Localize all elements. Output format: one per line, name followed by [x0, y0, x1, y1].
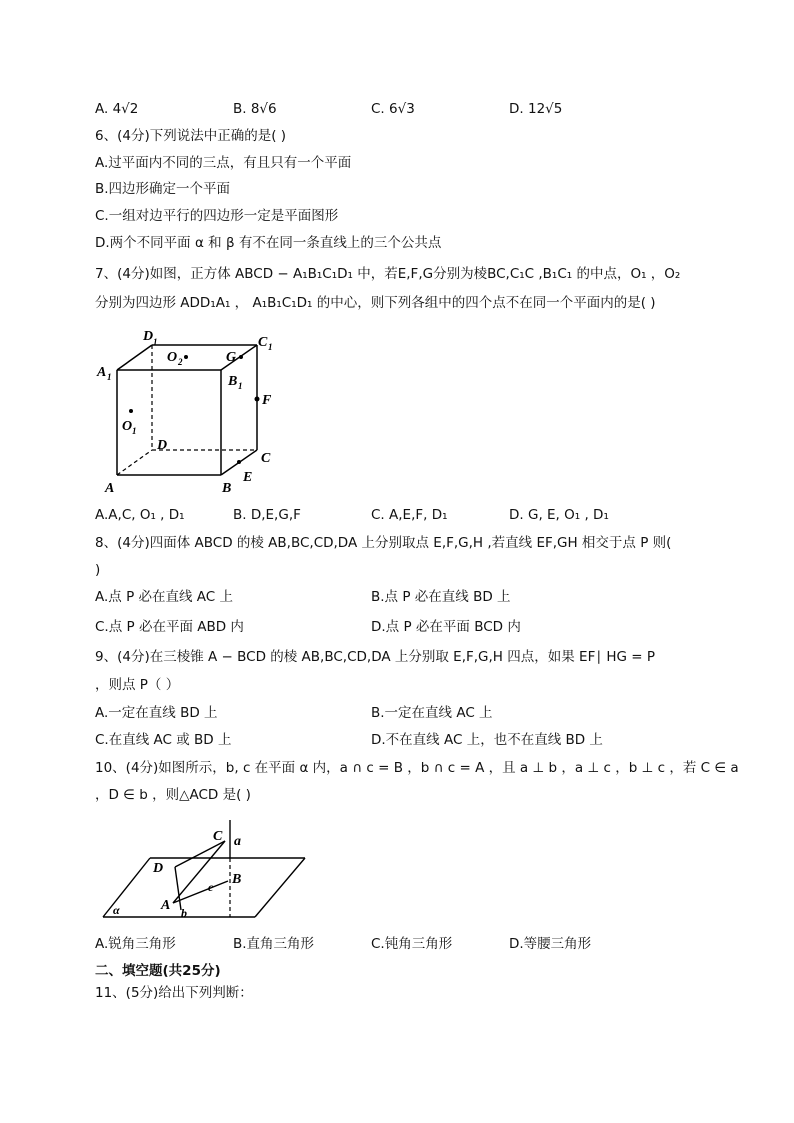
q8-option-a: A.点 P 必在直线 AC 上 [95, 589, 234, 605]
label-b: B [222, 481, 232, 496]
q10-option-b: B.直角三角形 [233, 936, 315, 952]
label-plane-alpha: α [113, 903, 120, 917]
label-line-a: a [234, 834, 241, 849]
q10-stem-line1: 10、(4分)如图所示，b, c 在平面 α 内，a ∩ c = B ，b ∩ c = A ，且 a ⊥ b ，a ⊥ c ，b ⊥ c ，若 C ∈ a [95, 760, 739, 776]
q5-option-d: D. 12√5 [509, 101, 563, 117]
label-point-b: B [232, 872, 242, 887]
label-b1: B [228, 374, 238, 389]
q10-option-d: D.等腰三角形 [509, 936, 592, 952]
q10-option-c: C.钝角三角形 [371, 936, 453, 952]
q9-option-a: A.一定在直线 BD 上 [95, 705, 218, 721]
q7-option-c: C. A,E,F, D₁ [371, 507, 448, 523]
label-e: E [243, 470, 253, 485]
label-a: A [105, 481, 115, 496]
q9-option-c: C.在直线 AC 或 BD 上 [95, 732, 232, 748]
point-o2 [184, 355, 188, 359]
label-line-b: b [181, 906, 187, 920]
label-d: D [157, 438, 168, 453]
label-o1-sub: 1 [132, 426, 137, 436]
q8-option-b: B.点 P 必在直线 BD 上 [371, 589, 511, 605]
q7-option-b: B. D,E,G,F [233, 507, 301, 523]
q6-option-d: D.两个不同平面 α 和 β 有不在同一条直线上的三个公共点 [95, 235, 442, 251]
q7-stem-line2: 分别为四边形 ADD₁A₁ ， A₁B₁C₁D₁ 的中心，则下列各组中的四个点不在同一个平面内的是( ) [95, 295, 656, 311]
q5-option-b: B. 8√6 [233, 101, 277, 117]
section-2-title: 二、填空题(共25分) [95, 963, 221, 979]
label-a1: A [97, 365, 107, 380]
q8-option-d: D.点 P 必在平面 BCD 内 [371, 619, 521, 635]
label-d1: D [143, 329, 154, 344]
q5-option-c: C. 6√3 [371, 101, 415, 117]
q9-stem-line2: ，则点 P（ ） [95, 677, 180, 693]
q7-option-d: D. G, E, O₁ , D₁ [509, 507, 609, 523]
q6-option-b: B.四边形确定一个平面 [95, 181, 231, 197]
label-b1-sub: 1 [238, 381, 243, 391]
q11-stem: 11、(5分)给出下列判断： [95, 985, 253, 1001]
label-a1-sub: 1 [107, 372, 112, 382]
q9-option-d: D.不在直线 AC 上，也不在直线 BD 上 [371, 732, 603, 748]
q10-option-a: A.锐角三角形 [95, 936, 176, 952]
q9-stem-line1: 9、(4分)在三棱锥 A − BCD 的棱 AB,BC,CD,DA 上分别取 E,F,G,H 四点，如果 EF∣ HG = P [95, 649, 656, 665]
q8-stem-line1: 8、(4分)四面体 ABCD 的棱 AB,BC,CD,DA 上分别取点 E,F,G,H ,若直线 EF,GH 相交于点 P 则( [95, 535, 672, 551]
q6-stem: 6、(4分)下列说法中正确的是( ) [95, 128, 287, 144]
point-e [237, 460, 241, 464]
q5-option-a: A. 4√2 [95, 101, 139, 117]
label-d1-sub: 1 [153, 337, 158, 347]
label-point-a: A [161, 898, 171, 913]
label-c1-sub: 1 [268, 342, 273, 352]
q9-option-b: B.一定在直线 AC 上 [371, 705, 493, 721]
q10-stem-line2: ，D ∈ b ，则△ACD 是( ) [95, 787, 251, 803]
label-c1: C [258, 335, 268, 350]
cube-figure [95, 325, 285, 497]
label-point-d: D [153, 861, 164, 876]
q7-stem-line1: 7、(4分)如图，正方体 ABCD − A₁B₁C₁D₁ 中，若E,F,G分别为棱BC,C₁C ,B₁C₁ 的中点，O₁ ，O₂ [95, 266, 681, 282]
label-o1: O [122, 419, 133, 434]
label-f: F [262, 393, 272, 408]
label-point-c: C [213, 829, 223, 844]
q8-option-c: C.点 P 必在平面 ABD 内 [95, 619, 244, 635]
label-o2-sub: 2 [178, 357, 183, 367]
label-g: G [226, 350, 237, 365]
label-o2: O [167, 350, 178, 365]
q6-option-a: A.过平面内不同的三点，有且只有一个平面 [95, 155, 352, 171]
point-g [239, 355, 243, 359]
q7-option-a: A.A,C, O₁ , D₁ [95, 507, 185, 523]
label-c: C [261, 451, 271, 466]
point-o1 [129, 409, 133, 413]
point-f [255, 397, 260, 402]
label-line-c: c [208, 880, 214, 894]
plane-figure [95, 815, 315, 925]
q6-option-c: C.一组对边平行的四边形一定是平面图形 [95, 208, 339, 224]
q8-stem-line2: ) [95, 562, 101, 578]
